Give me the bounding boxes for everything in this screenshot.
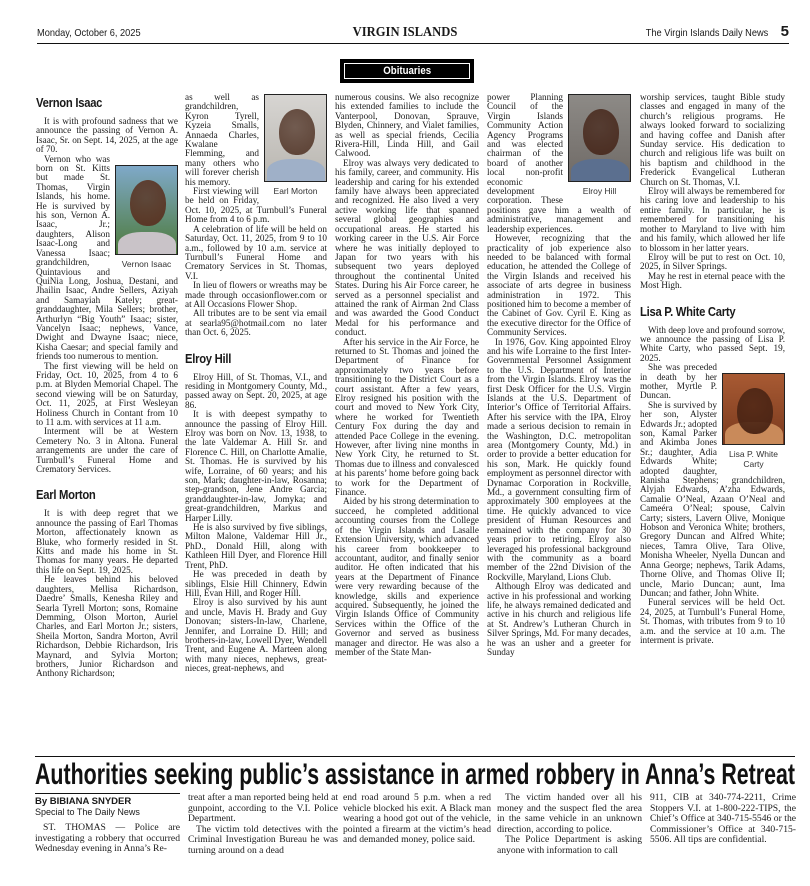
obituary-column-3: [335, 93, 479, 657]
obituary-name-heading: Earl Morton: [36, 488, 96, 503]
obituary-column-5: [640, 93, 785, 645]
continued-paragraph: end road around 5 p.m. when a red vehicle blocked his exit. A Black man wearing a hood got out of the vehicle, pointed a firearm at the victim’s head and demanded money, police said.: [343, 792, 491, 846]
portrait-face: [279, 109, 315, 155]
byline: [35, 793, 180, 817]
photo-caption: Elroy Hill: [582, 186, 617, 196]
paragraph: Elroy is also survived by his aunt and uncle, Mavis H. Brady and Guy Donovan; sisters-In-law, Charlene, Jennifer, and Lorraine D. Hill; and brothers-in-law, Lowell Dyer, Wendell Trent, and Eugene A. Marteen along with many nieces, nephews, great-nieces, great-nephews, and: [185, 597, 327, 674]
photo-caption: Earl Morton: [273, 186, 318, 196]
paragraph: Elroy will always be remembered for his caring love and leadership to his entire family. In particular, he is remembered for transitioning his mother to Maryland to live with him and his family, which allowed her life to blossom in her latter years.: [640, 186, 785, 253]
obituary-name-heading: Elroy Hill: [185, 351, 232, 366]
portrait-clothing: [118, 232, 176, 255]
paragraph: The Police Department is asking anyone with information to call: [497, 834, 642, 856]
obituary-column-1: [36, 93, 178, 679]
paragraph: With deep love and profound sorrow, we announce the passing of Lisa P. White Carty, who passed Sept. 19, 2025.: [640, 324, 785, 363]
article-column-3: [343, 793, 491, 846]
continued-paragraph: 911, CIB at 340-774-2211, Crime Stoppers V.I. at 1-800-222-TIPS, the Chief’s Office at 340-715-5546 or the Commissioner’s Office at 340-715-5506. All tips are confidential.: [650, 792, 796, 846]
header-rule: [37, 43, 789, 44]
paragraph: He leaves behind his beloved daughters, Mellisa Richardson, Daedre’ Smalls, Kenesha Riley and Searla Tyrell Morton; sons, Romaine Demming, Olson Morton, Auriel Charles, and Earl Morton Jr.; sisters, Sheila Morton, Sandra Morton, Avril Richardson, Debbie Richardson, Iris Maynard, and Sylvia Morton; brothers, Junior Richardson and Anthony Richardson;: [36, 574, 178, 679]
paragraph: Although Elroy was dedicated and active in his professional and working life, he always remained dedicated and active in his church and religious life at St. Andrew’s Lutheran Church in Silver Springs, Md. For many decades, he was an usher and a greeter for Sunday: [487, 581, 631, 657]
obituary-name-heading: Vernon Isaac: [36, 96, 103, 110]
obituary-name-heading: Lisa P. White Carty: [640, 304, 736, 319]
paragraph: He is also survived by five siblings, Milton Malone, Valdemar Hill Jr., PhD., Donald Hill, along with Kathleen Hill Dyer, and Florence Hill Trent, PhD.: [185, 522, 327, 570]
portrait-image: [115, 165, 178, 255]
paragraph: First viewing will be held on Friday, Oct. 10, 2025, at Turnbull’s Funeral Home from 4 to 6 p.m.: [185, 186, 327, 225]
paragraph: Elroy will be put to rest on Oct. 10, 2025, in Silver Springs.: [640, 251, 785, 272]
portrait-face: [583, 109, 619, 155]
obituary-photo-vernon: [115, 165, 178, 269]
newspaper-name: The Virgin Islands Daily News: [645, 27, 768, 39]
obituaries-label-text: Obituaries: [383, 65, 431, 77]
obituary-photo-elroy: [568, 94, 631, 196]
paragraph: ST. THOMAS — Police are investigating a robbery that occurred Wednesday evening in Anna’s Re-: [35, 822, 180, 855]
continued-paragraph: power Planning Council of the Virgin Islands Community Action Agency Programs and was elected chairman of the board of another local non-profit economic development corporation. These positions gave him a wealth of administrative, management and leadership experiences.: [487, 92, 631, 234]
paragraph: All tributes are to be sent via email at searla95@hotmail.com no later than Oct. 6, 2025.: [185, 308, 327, 338]
paragraph: It is with deep regret that we announce the passing of Earl Thomas Morton, affectionately known as Bluke, who formerly resided in St. Kitts and made his home in St. Thomas for many years. He departed this life on Sept. 19, 2025.: [36, 508, 178, 575]
obituary-column-2: [185, 93, 327, 674]
obituary-photo-lisa: [722, 373, 785, 469]
paragraph: In lieu of flowers or wreaths may be made through occasionflower.com or at All Occasions Flower Shop.: [185, 280, 327, 309]
paragraph: Elroy Hill, of St. Thomas, V.I., and residing in Montgomery County, Md., passed away on Sept. 20, 2025, at age 86.: [185, 371, 327, 410]
obituary-column-4: [487, 93, 631, 657]
paragraph: It is with profound sadness that we announce the passing of Vernon A. Isaac, Sr. on Sept. 14, 2025, at the age of 70.: [36, 116, 178, 155]
portrait-image: [264, 94, 327, 182]
article-column-4: [497, 793, 642, 857]
portrait-clothing: [571, 159, 629, 182]
paragraph: Elroy was always very dedicated to his family, career, and community. His leadership and caring for his extended family have always been appreciated and recognized. He also lived a very active working life that spanned several global geographies and occupational areas. He started his working career in the U.S. Air Force where he was initially deployed to Japan for two years with his subsequent two years deployed throughout the continental United States. During his Air Force career, he served as a personnel specialist and attained the rank of Airman 2nd Class and was awarded the Good Conduct Medal for his performance and conduct.: [335, 157, 479, 338]
paragraph: Funeral services will be held Oct. 24, 2025, at Turnbull’s Funeral Home, St. Thomas, with tributes from 9 to 10 a.m. and the service at 10 a.m. The interment is private.: [640, 597, 785, 645]
article-headline: Authorities seeking public’s assistance in armed robbery in Anna’s Retreat: [35, 758, 795, 791]
byline-role: Special to The Daily News: [35, 807, 140, 817]
continued-paragraph: worship services, taught Bible study classes and engaged in many of the church’s religious programs. He always looked forward to socializing and having coffee and Danish after Sunday service. His dedication to church and religious life was built on his baptism and childhood in the Frederick Evangelical Lutheran Church on St. Thomas, V.I.: [640, 92, 785, 187]
paragraph: However, recognizing that the practicality of job experience also needed to be balanced with formal education, he attended the College of the Virgin Islands and received his associate of arts degree in business administration in 1972. This positioned him to become a member of the Cabinet of Gov. Cyril E. King as the executive director for the Office of Community Services.: [487, 233, 631, 338]
portrait-clothing: [267, 159, 325, 182]
obituaries-section-label: [342, 61, 472, 81]
continued-paragraph: treat after a man reported being held at gunpoint, according to the V.I. Police Department.: [188, 792, 338, 825]
issue-date: Monday, October 6, 2025: [37, 27, 141, 39]
page-number: 5: [780, 23, 789, 40]
paragraph: He was preceded in death by siblings, Elsie Hill Chinnery, Edwin Hill, Evan Hill, and Roger Hill.: [185, 569, 327, 598]
continued-paragraph: as well as grandchildren, Kyron Tyrell, Kyzeia Smalls, Annaeda Charles, Kwalane Flemming, and many others who will forever cherish his memory.: [185, 92, 259, 187]
paragraph: The first viewing will be held on Friday, Oct. 10, 2025, from 4 to 6 p.m. at Blyden Memorial Chapel. The second viewing will be on Saturday, Oct. 11, 2025, at First Wesleyan Holiness Church in Contant from 10 to 11 a.m. with services at 11 a.m.: [36, 360, 178, 427]
photo-caption: Vernon Isaac: [121, 258, 172, 269]
portrait-face: [737, 388, 773, 434]
paragraph: Interment will be at Western Cemetery No. 3 in Altona. Funeral arrangements are under the care of Turnbull’s Funeral Home and Crematory Services.: [36, 426, 178, 475]
portrait-image: [722, 373, 785, 445]
paragraph: The victim told detectives with the Criminal Investigation Bureau he was turning around on a dead: [188, 823, 338, 856]
article-column-1: [35, 793, 180, 855]
obituary-photo-earl: [264, 94, 327, 196]
continued-paragraph: numerous cousins. We also recognize his extended families to include the Vanterpool, Donovan, Sprauve, Blyden, Chinnery, and Vialet families, as well as special friends, Cecilia Rivera-Hill, Linda Hill, and Gail Calwood.: [335, 92, 479, 159]
portrait-image: [568, 94, 631, 182]
paragraph: It is with deepest sympathy to announce the passing of Elroy Hill. Elroy was born on Nov. 13, 1938, to the late Valdemar A. Hill Sr. and Florence C. Hill, on Charlotte Amalie, St. Thomas. He is survived by his wife, Lorraine, of 60 years; and his son, Mark; daughter-in-law, Rosanna; step-grandson, Jene Andre Garcia; granddaughter-in-law, Jomyka; and great-grandchildren, Markus and Harper Lilly.: [185, 409, 327, 523]
byline-author: By BIBIANA SNYDER: [35, 796, 132, 807]
portrait-face: [130, 180, 166, 226]
section-name: VIRGIN ISLANDS: [352, 25, 458, 40]
photo-caption: Lisa P. White Carty: [729, 449, 778, 470]
paragraph: After his service in the Air Force, he returned to St. Thomas and joined the Department of Finance for approximately two years before transitioning to the District Court as a court assistant. After a few years, Elroy resigned his position with the court and moved to New York City, where he worked for Twentieth Century Fox during the day and attended Pace College in the evening. However, after living nine months in New York City, he returned to St. Thomas due to illness and convalesced at his parents’ home before going back to work for the Department of Finance.: [335, 336, 479, 498]
article-top-rule: [35, 756, 795, 757]
article-column-5: [650, 793, 796, 846]
paragraph: She was preceded in death by her mother, Myrtle P. Duncan.: [640, 362, 717, 401]
paragraph: She is survived by her son, Alyster Edwards Jr.; adopted son, Kamal Parker and Akimba Jones Sr.; daughter, Adia Edwards White; adopted daughter, Ranisha Stephens; grandchildren, Alyjah Edwards, A’zha Edwards, Camalie O’Neal, Azaan O’Neal and Cameéra O’Neal; spouse, Calvin Carty; sisters, Lavern Olive, Monique Hobson and Veronica White; brothers, Gregory Duncan and Alfred White; nieces, Tamra Olive, Tara Olive, Monisha Wheeler, Nyella Duncan and Anna George; nephews, Tarik Adams, Thorne Olive, and Thomas Olive II; uncle, Mario Duncan; aunt, Ima Duncan; and father, John White.: [640, 399, 785, 598]
paragraph: In 1976, Gov. King appointed Elroy and his wife Lorraine to the first Inter-Governmental Personnel Assignment to the U.S. Department of Interior from the Virgin Islands. Elroy was the first Desk Officer for the U.S. Virgin Islands at the U.S. Department of Interior’s Office of Territorial Affairs. After his service with the IPA, Elroy made a serious decision to remain in the Washington, D.C. metropolitan area (Montgomery County, Md.) in order to provide a better education for his son, Mark. He quickly found employment as personnel director with Dynamac Corporation in Rockville, Md., a government consulting firm of approximately 300 employees at the time. He quickly advanced to vice president of Human Resources and remained with the company for 30 years prior to retiring. Elroy also leveraged his professional background with the community as a board member of the 22nd Division of the Rockville, Maryland, Lions Club.: [487, 336, 631, 582]
paragraph: A celebration of life will be held on Saturday, Oct. 11, 2025, from 9 to 10 a.m., followed by 10 a.m. service at Turnbull’s Funeral Home and Crematory Services in St. Thomas, V.I.: [185, 223, 327, 281]
article-column-2: [188, 793, 338, 857]
paragraph: The victim handed over all his money and the suspect fled the area in the same vehicle in an unknown direction, according to police.: [497, 792, 642, 835]
paragraph: May he rest in eternal peace with the Most High.: [640, 270, 785, 291]
paragraph: Vernon who was born on St. Kitts but made St. Thomas, Virgin Islands, his home. He is survived by his son, Vernon A. Isaac, Jr.; daughters, Alison Isaac-Long and Vanessa Isaac; grandchildren, Quintavious and QuiNia Long, Joshua, Destani, and Jhailin Isaac, Andre Sellers, Aziyah and Samayiah Kately; great- granddaughter, Mila Sellers; brother, Arthurlyn “Big Youth” Isaac; sister, Vancelyn Isaac; nephews, Vance, Dwight and Dwayne Isaac; niece, Kisha Caesar; and special family and friends too numerous to mention.: [36, 153, 178, 362]
paragraph: Aided by his strong determination to succeed, he completed additional accounting courses from the College of the Virgin Islands and Lasalle Extension University, which advanced his career from bookkeeper to accountant, auditor, and finally senior auditor. He often indicated that his years at the Department of Finance were very rewarding because of the knowledge, skills and experience acquired. Subsequently, he joined the Virgin Islands Office of Community Services within the Office of the Governor and served as business manager and director. He was also a member of the State Man-: [335, 496, 479, 657]
